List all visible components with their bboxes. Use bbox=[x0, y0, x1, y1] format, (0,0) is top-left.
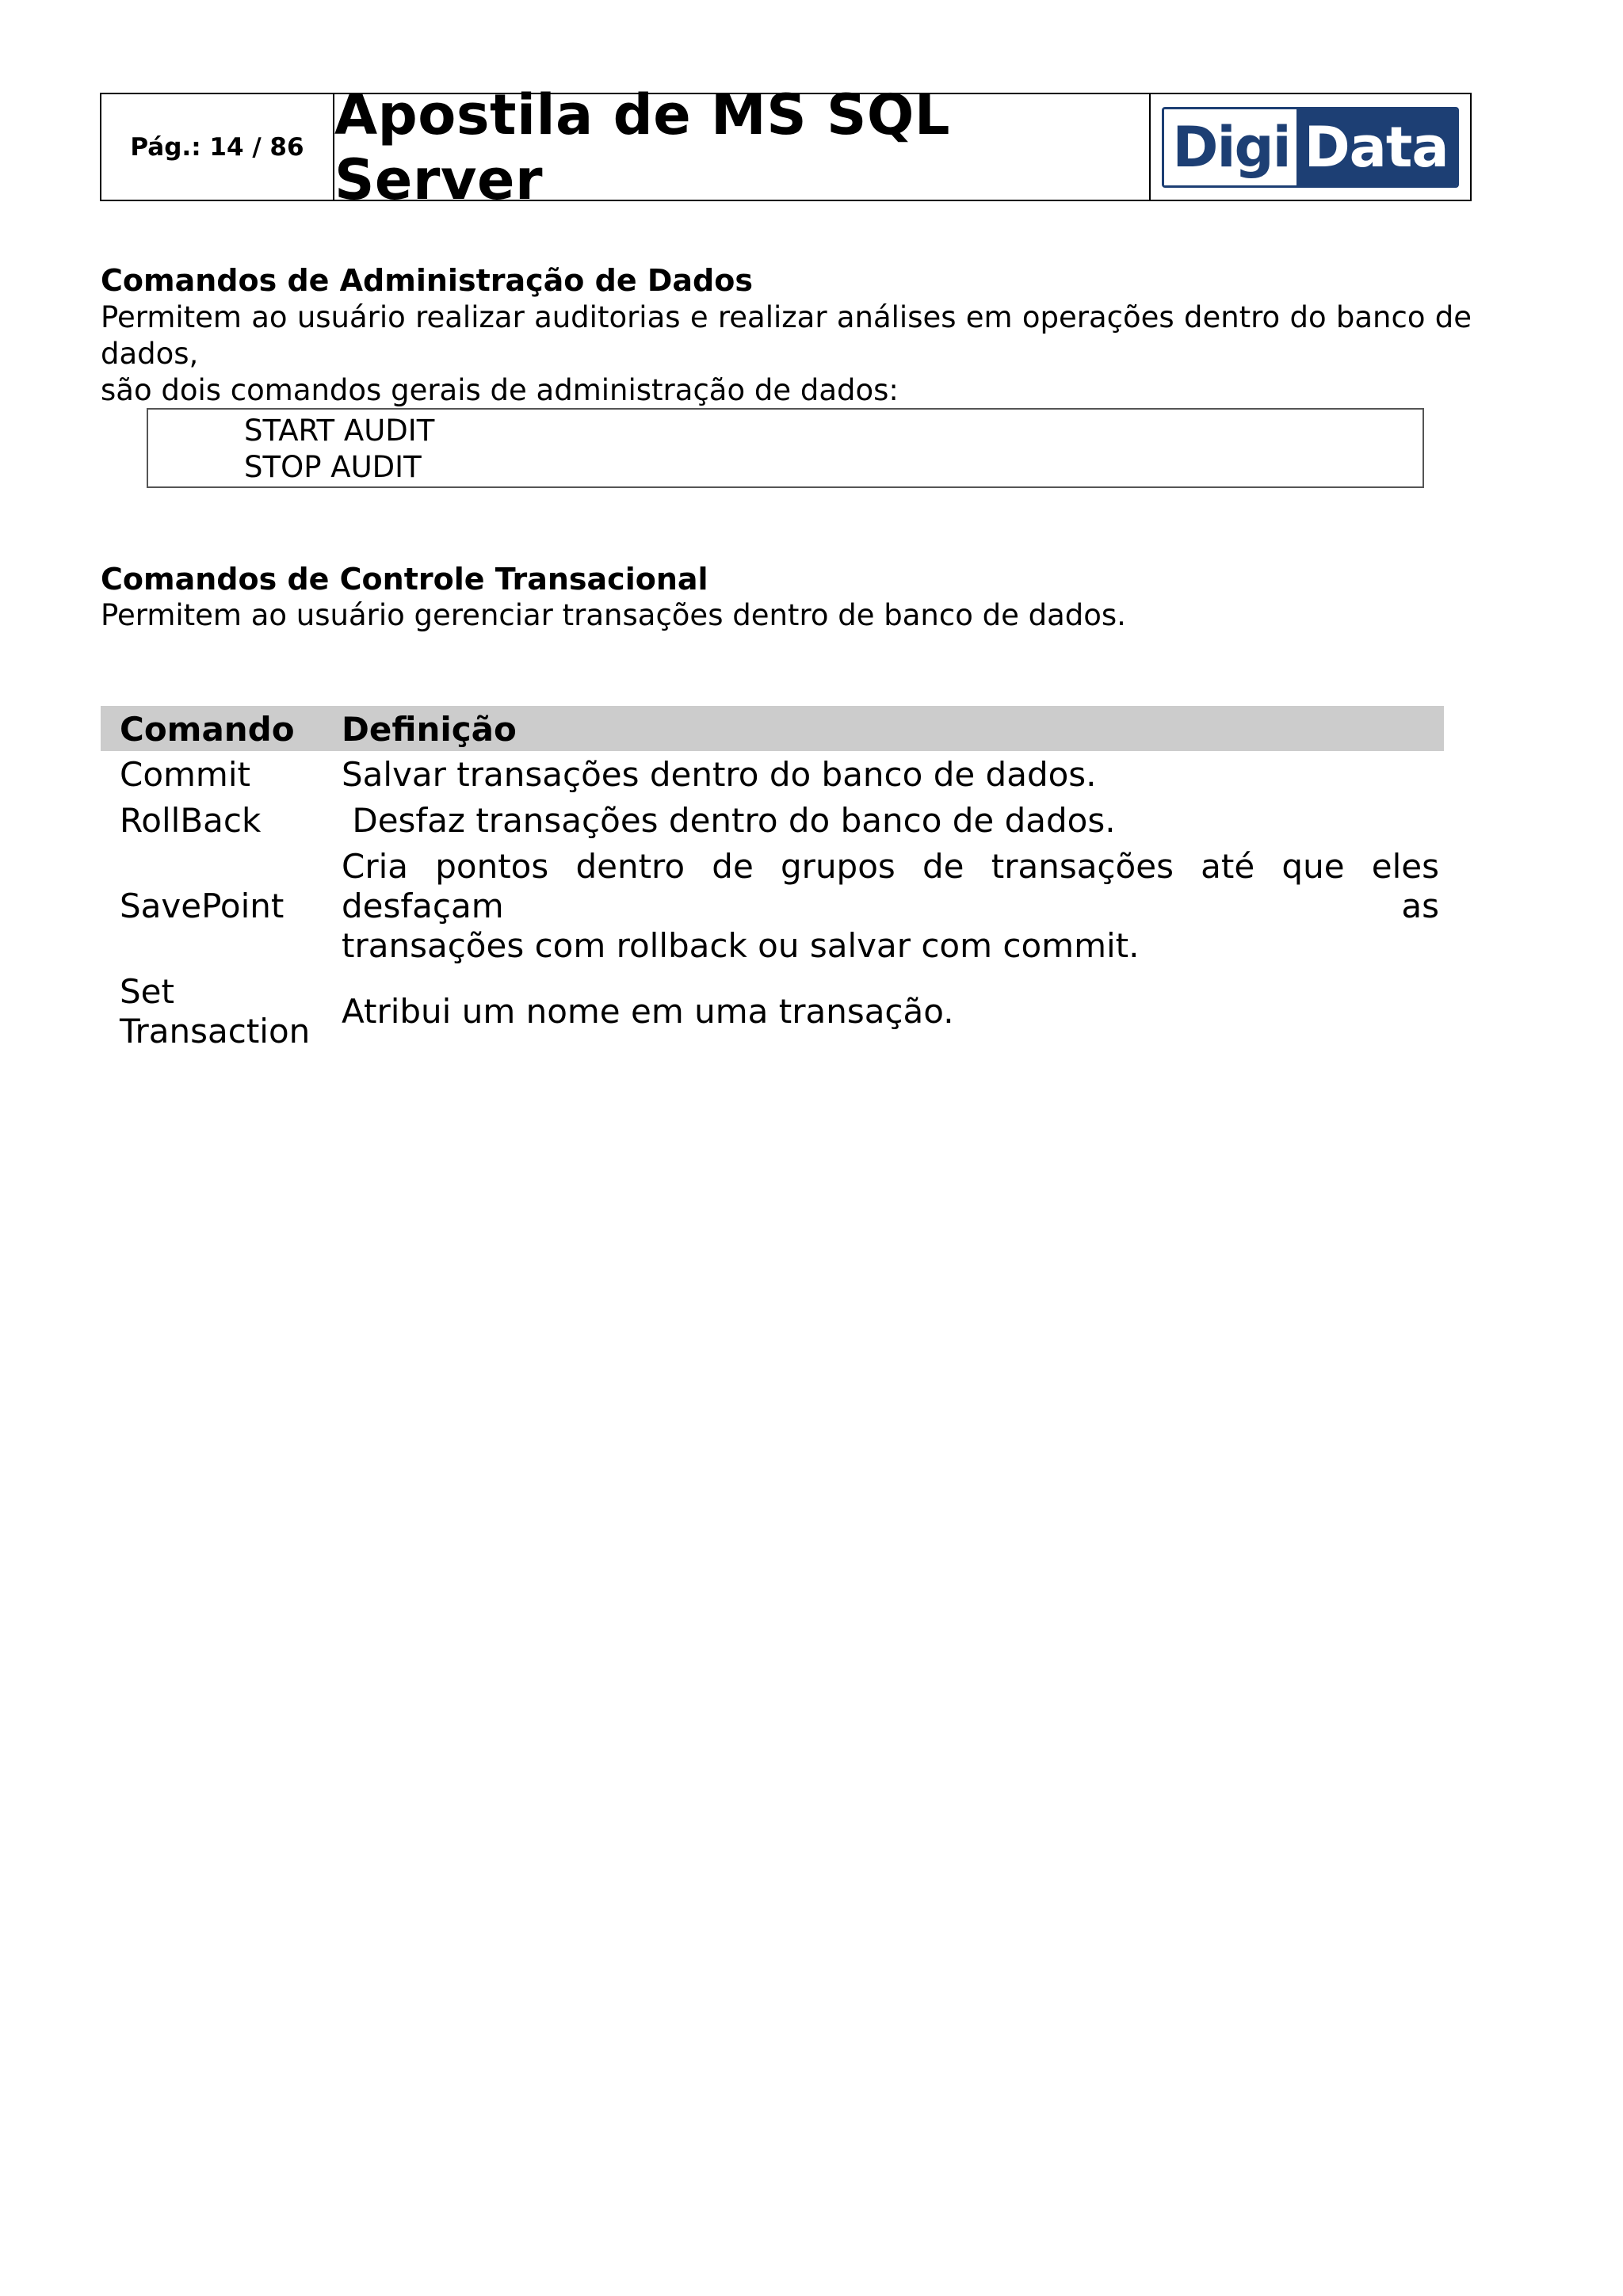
code-line-stop-audit: STOP AUDIT bbox=[244, 450, 422, 484]
definition-line: transações com rollback ou salvar com commit. bbox=[342, 926, 1140, 965]
definition-line: Cria pontos dentro de grupos de transações até que eles desfaçam as bbox=[342, 847, 1439, 925]
document-title: Apostila de MS SQL Server bbox=[334, 94, 1151, 200]
column-header-definition: Definição bbox=[332, 706, 1444, 751]
section-paragraph-transaction: Permitem ao usuário gerenciar transações dentro de banco de dados. bbox=[101, 598, 1126, 632]
command-cell: RollBack bbox=[120, 801, 262, 840]
paragraph-line: Permitem ao usuário realizar auditorias e realizar análises em operações dentro do banco de dados, bbox=[101, 300, 1472, 371]
command-cell: SavePoint bbox=[120, 887, 285, 925]
commands-table bbox=[101, 706, 1444, 1055]
command-cell: Commit bbox=[120, 754, 250, 794]
code-box bbox=[147, 408, 1424, 488]
section-heading-transaction: Comandos de Controle Transacional bbox=[101, 562, 708, 597]
definition-cell: Salvar transações dentro do banco de dados. bbox=[342, 754, 1097, 794]
section-heading-admin: Comandos de Administração de Dados bbox=[101, 263, 753, 298]
table-header-row bbox=[101, 706, 1444, 751]
table-row bbox=[101, 969, 1444, 1055]
table-row bbox=[101, 751, 1444, 798]
page-header bbox=[100, 82, 1472, 212]
command-cell: Set Transaction bbox=[120, 972, 311, 1051]
table-row bbox=[101, 844, 1444, 969]
logo-cell bbox=[1151, 94, 1470, 200]
page-number: Pág.: 14 / 86 bbox=[101, 94, 334, 200]
definition-cell: Atribui um nome em uma transação. bbox=[342, 992, 954, 1031]
logo-text-data: Data bbox=[1296, 109, 1457, 185]
logo-text-digi: Digi bbox=[1164, 109, 1296, 185]
definition-cell bbox=[332, 844, 1444, 969]
code-line-start-audit: START AUDIT bbox=[244, 414, 435, 448]
digidata-logo bbox=[1162, 107, 1458, 188]
column-header-command: Comando bbox=[101, 706, 332, 751]
definition-cell: Desfaz transações dentro do banco de dados. bbox=[342, 801, 1116, 840]
table-row bbox=[101, 798, 1444, 844]
paragraph-line: são dois comandos gerais de administração de dados: bbox=[101, 373, 899, 407]
section-paragraph-admin bbox=[101, 299, 1472, 409]
